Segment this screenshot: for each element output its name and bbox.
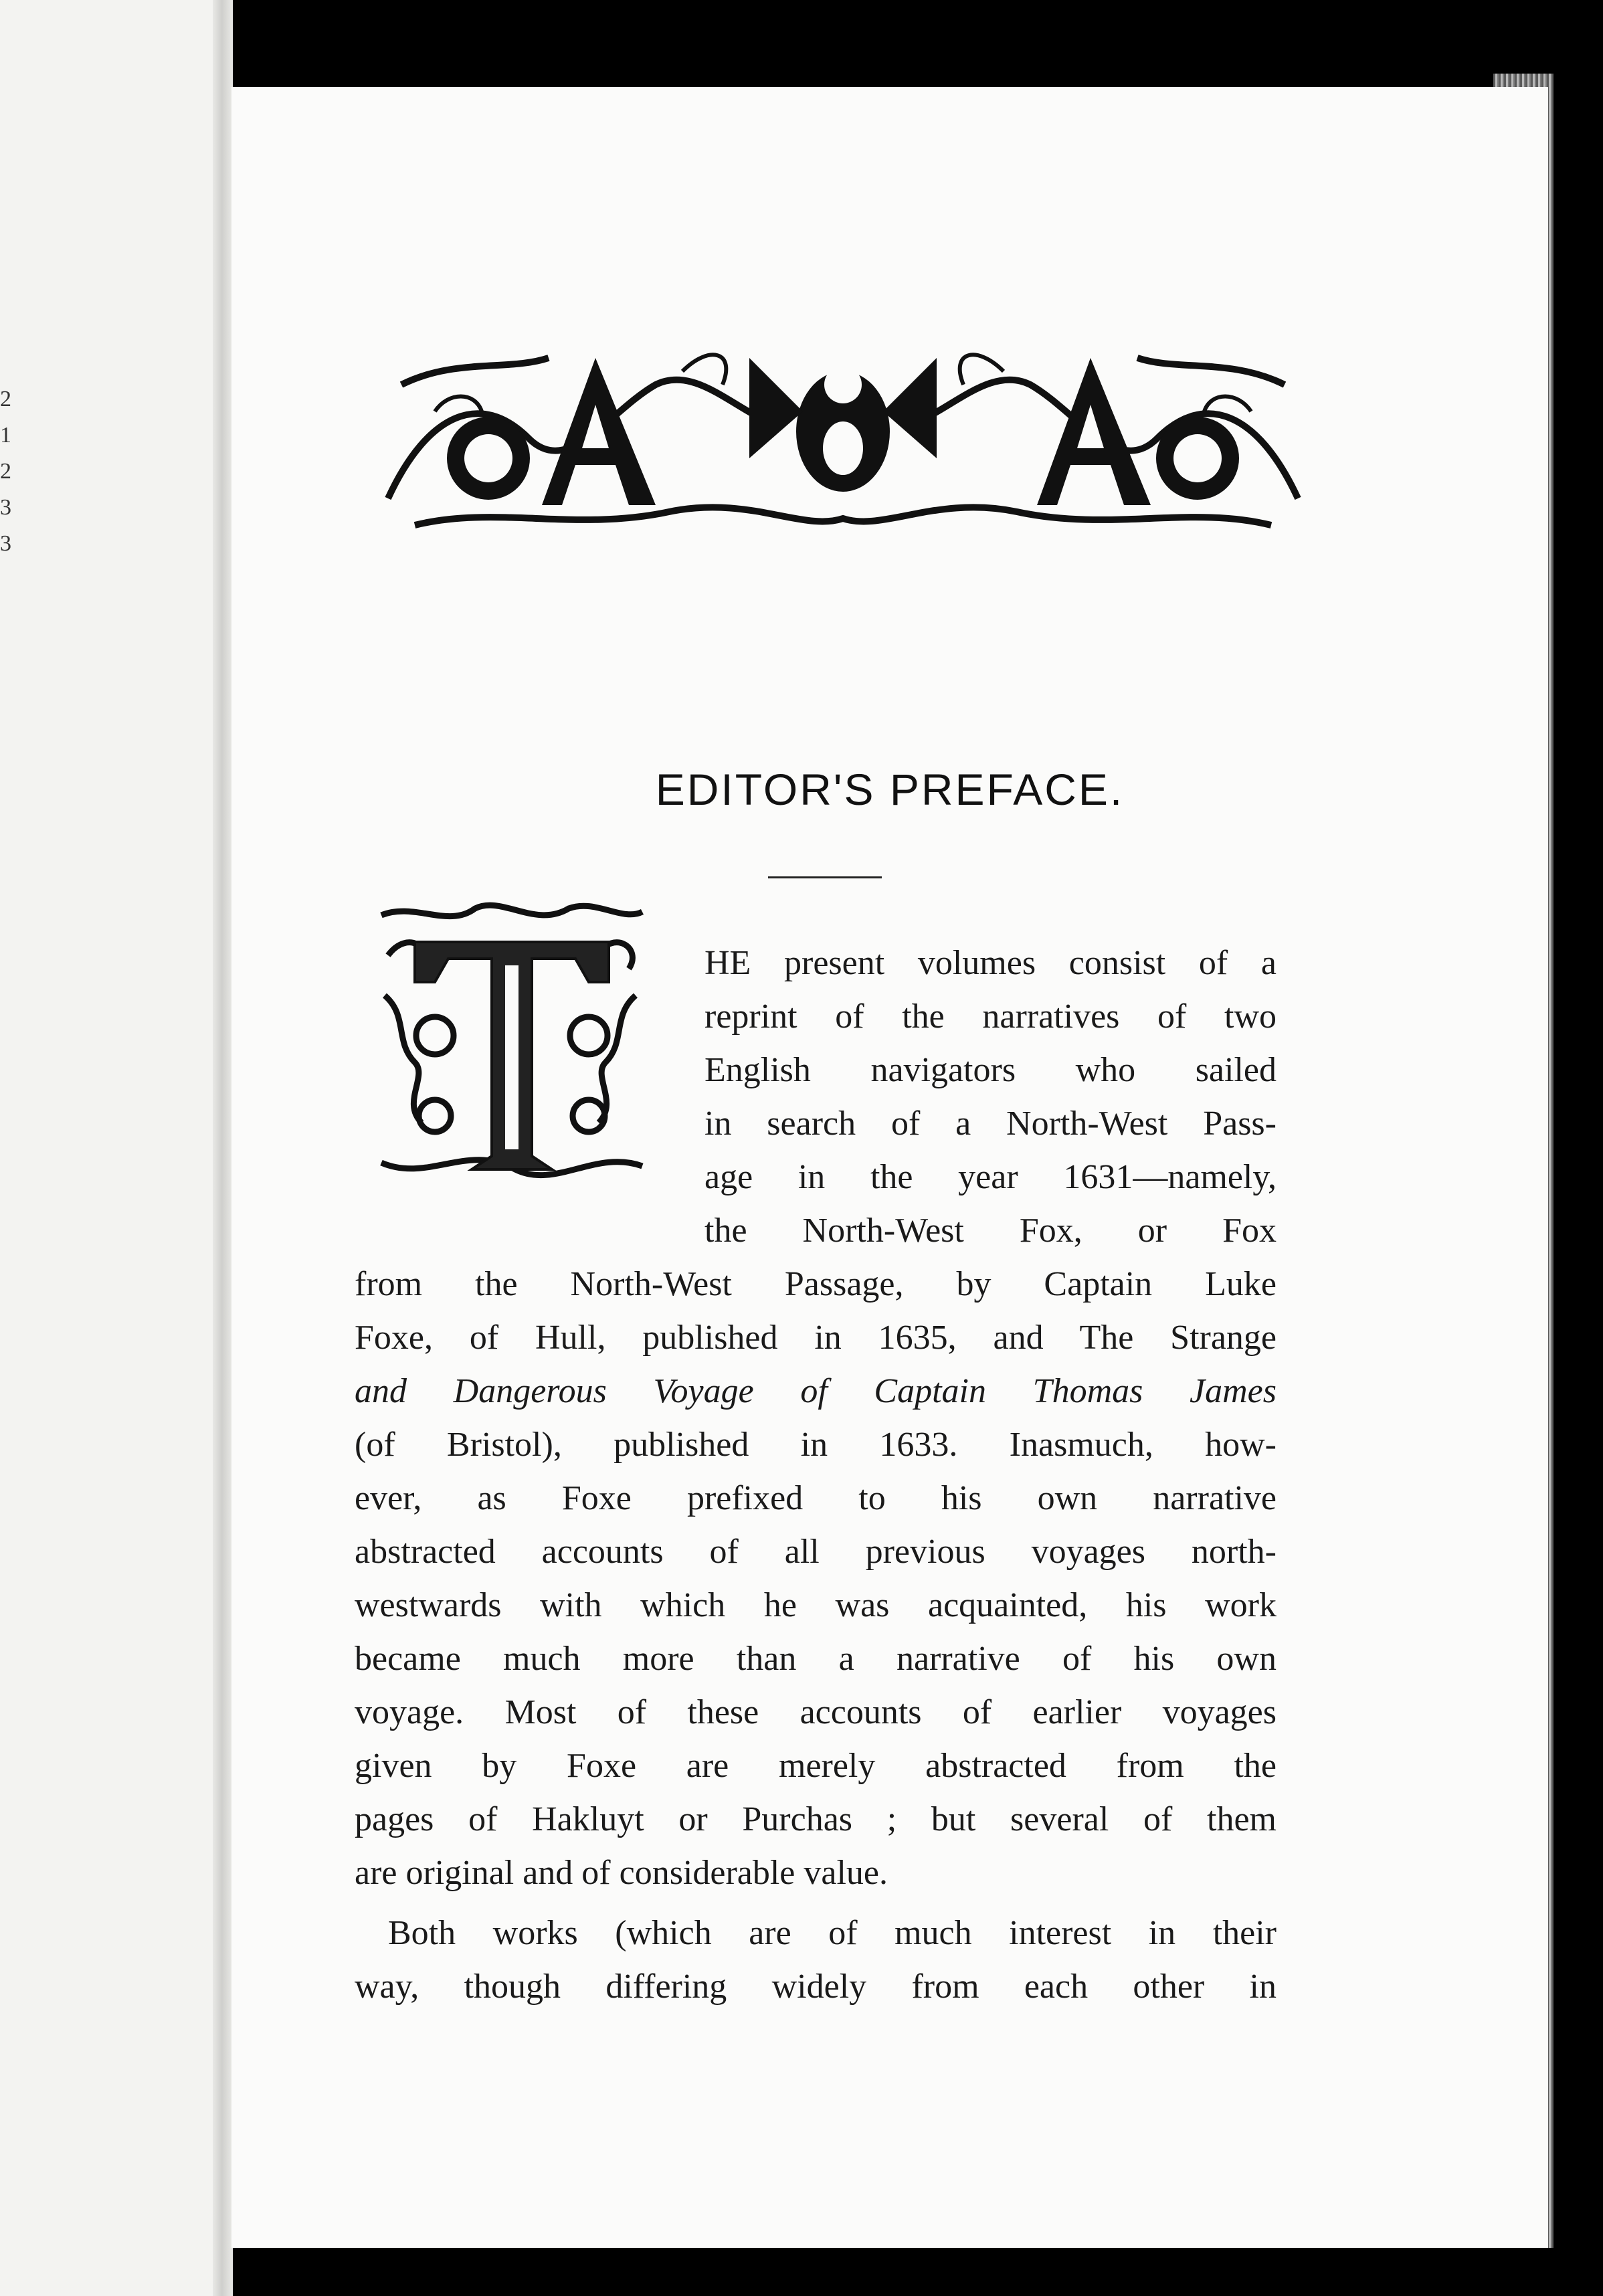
margin-mark: 3 bbox=[0, 495, 11, 520]
text-line: reprint of the narratives of two bbox=[704, 997, 1277, 1036]
text-line: in search of a North-West Pass- bbox=[704, 1105, 1277, 1143]
text-line: from the North-West Passage, by Captain Luke bbox=[355, 1265, 1277, 1303]
left-page-margin-marks bbox=[0, 381, 13, 562]
decorated-drop-cap bbox=[375, 902, 648, 1188]
text-line: way, though differing widely from each other in bbox=[355, 1968, 1277, 2006]
text-line: pages of Hakluyt or Purchas ; but several of them bbox=[355, 1800, 1277, 1838]
text-line: westwards with which he was acquainted, his work bbox=[355, 1586, 1277, 1624]
text-line: Foxe, of Hull, published in 1635, and The Strange bbox=[355, 1319, 1277, 1357]
text-line: became much more than a narrative of his own bbox=[355, 1640, 1277, 1678]
margin-mark: 3 bbox=[0, 531, 11, 556]
margin-mark: 2 bbox=[0, 459, 11, 484]
book-gutter bbox=[213, 0, 233, 2296]
margin-mark: 1 bbox=[0, 423, 11, 448]
title-rule bbox=[768, 876, 882, 878]
text-line: and Dangerous Voyage of Captain Thomas James bbox=[355, 1372, 1277, 1410]
text-line: the North-West Fox, or Fox bbox=[704, 1212, 1277, 1250]
text-line: abstracted accounts of all previous voyages north- bbox=[355, 1533, 1277, 1571]
text-line: age in the year 1631—namely, bbox=[704, 1158, 1277, 1196]
text-line: English navigators who sailed bbox=[704, 1051, 1277, 1089]
left-page bbox=[0, 0, 222, 2296]
text-line: HE present volumes consist of a bbox=[704, 944, 1277, 982]
page-title: EDITOR'S PREFACE. bbox=[655, 765, 1125, 814]
text-line: are original and of considerable value. bbox=[355, 1854, 888, 1892]
ornamental-headpiece bbox=[375, 331, 1311, 539]
text-line: (of Bristol), published in 1633. Inasmuch, how- bbox=[355, 1426, 1277, 1464]
text-line: ever, as Foxe prefixed to his own narrative bbox=[355, 1479, 1277, 1517]
text-line: given by Foxe are merely abstracted from the bbox=[355, 1747, 1277, 1785]
text-line: voyage. Most of these accounts of earlier voyages bbox=[355, 1693, 1277, 1731]
margin-mark: 2 bbox=[0, 387, 11, 411]
text-line: Both works (which are of much interest in their bbox=[388, 1914, 1277, 1952]
